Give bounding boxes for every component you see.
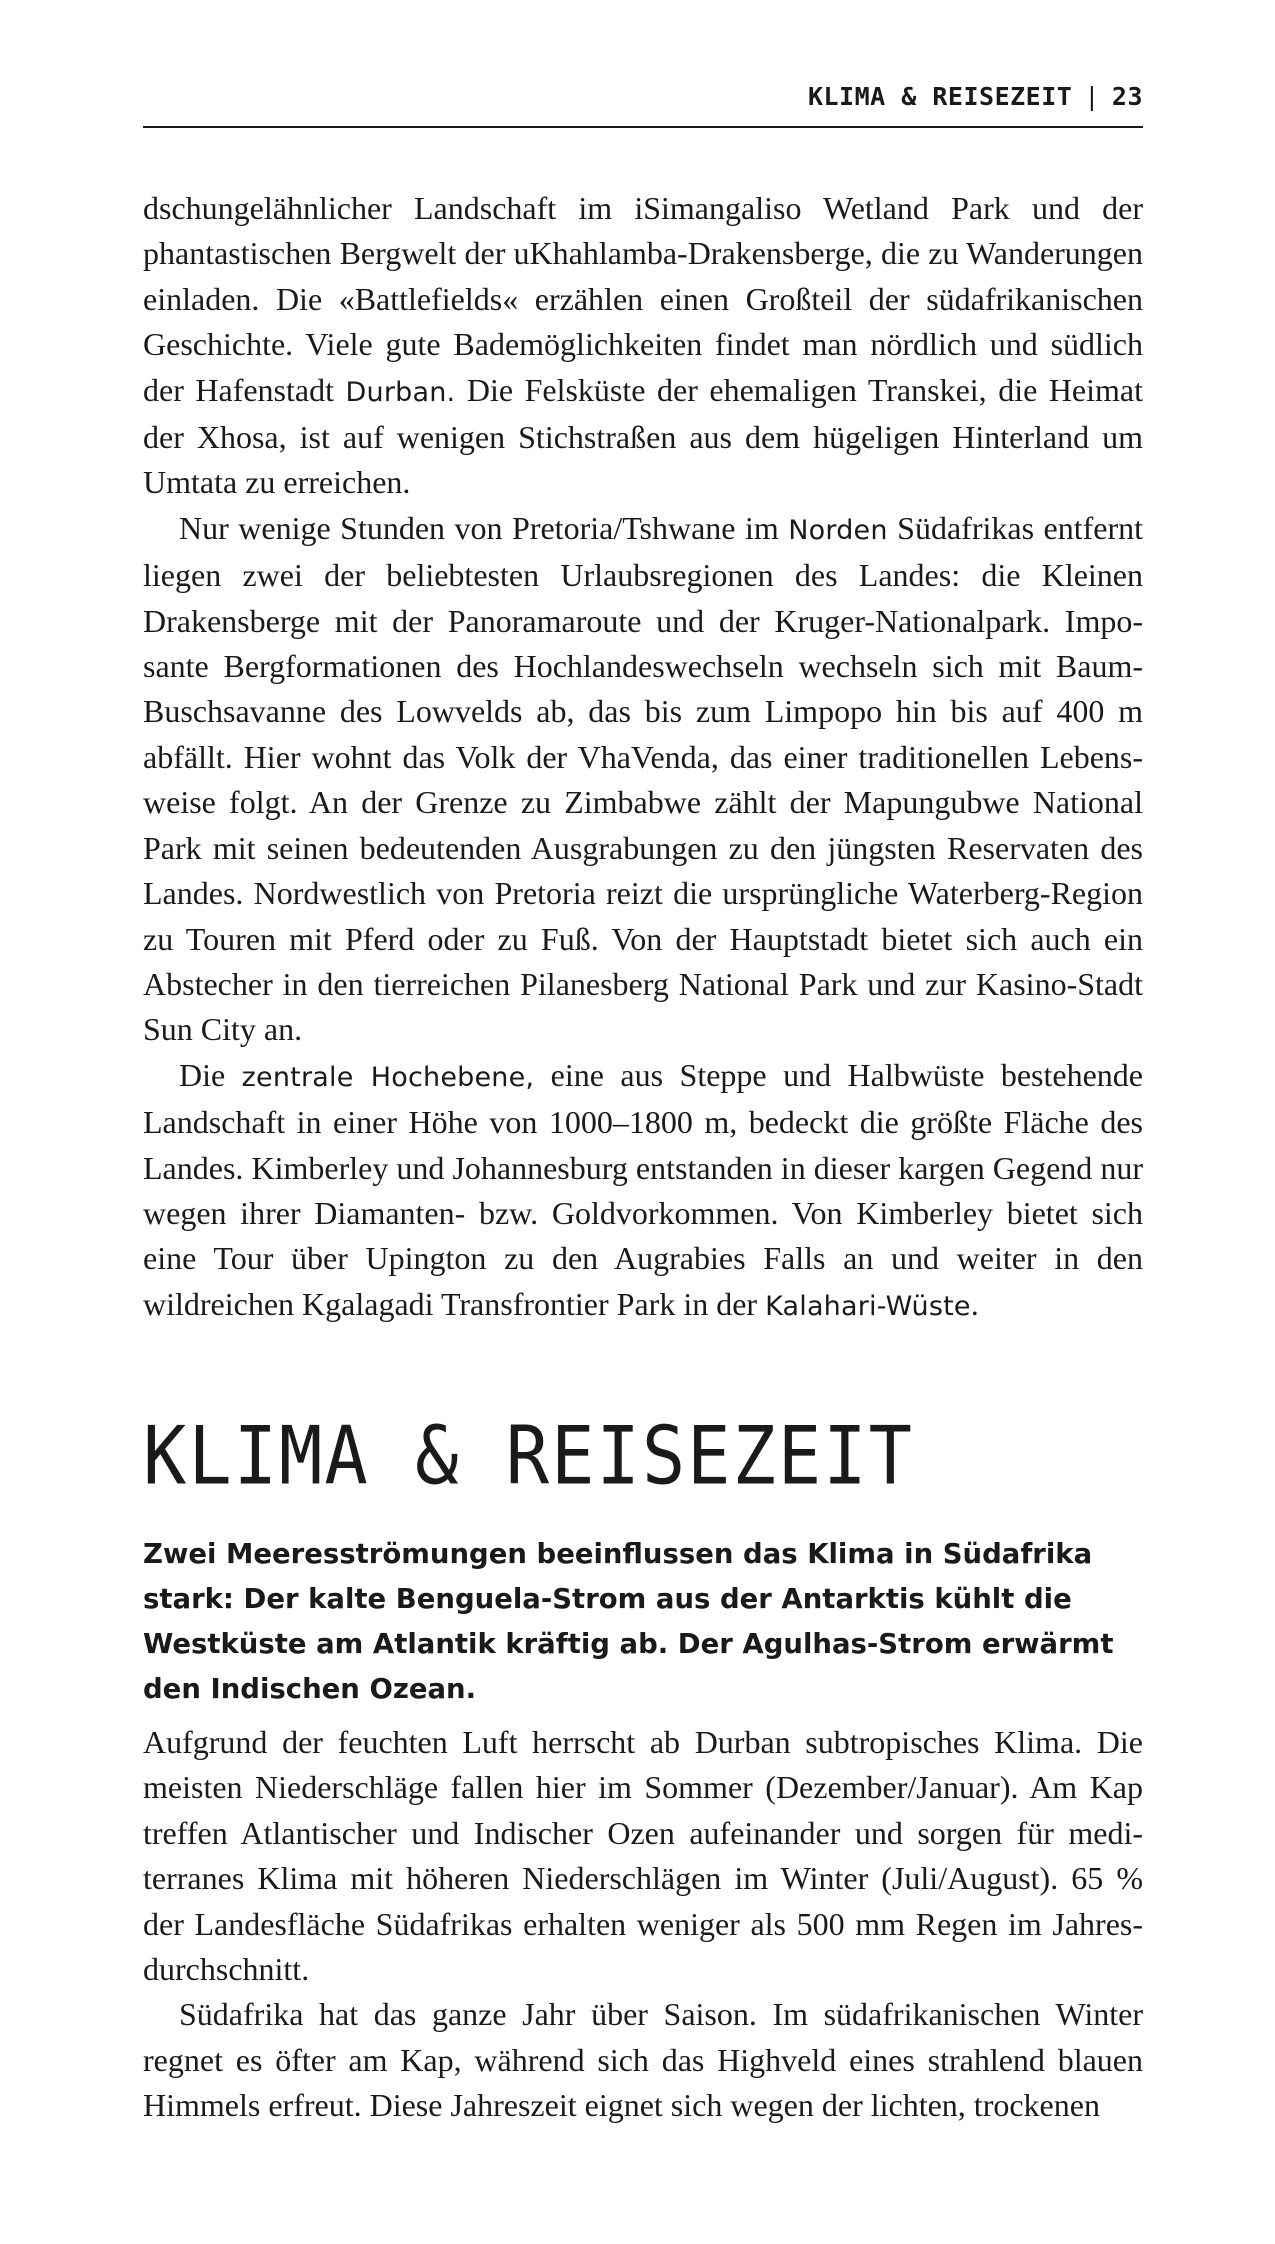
keyword-zentrale-hochebene: zentrale Hochebene, [241,1061,535,1093]
text-run: Die Felsküste der ehemaligen Transkei, die Heimat der Xhosa, ist auf wenigen Stichstraßen aus dem hügeligen Hinterland um Umtata zu erreichen. [143,371,1144,501]
text-run: eine aus Steppe und Halbwüste bestehende Landschaft in einer Höhe von 1000–1800 m, bedeckt die größte Fläche des Landes. Kimberley und Johannesburg entstanden in dieser kargen Gegend nur wegen ihrer Diamanten- bzw. Goldvorkommen. Von Kimberley bietet sich eine Tour über Upington zu den Augrabies Falls an und weiter in den wildreichen Kgalagadi Transfrontier Park in der [143,1056,1144,1322]
paragraph-saison: Südafrika hat das ganze Jahr über Saison. Im südafrikanischen Winter regnet es öfter am Kap, während sich das Highveld eines strahlend blauen Himmels erfreut. Diese Jahreszeit eignet sich wegen der lichten, trockenen [143,1996,1143,2124]
keyword-norden: Norden [788,514,888,546]
paragraph-hochebene [143,1053,1143,1329]
running-head [143,82,1143,128]
paragraph-durban [143,186,1143,506]
chapter-lead: Zwei Meeresströmungen beeinflussen das Klima in Südafrika stark: Der kalte Benguela-Strom aus der Antarktis kühlt die Westküste am Atlantik kräftig ab. Der Agulhas-Strom erwärmt den Indischen Ozean. [143,1538,1114,1705]
text-run: Die [179,1056,242,1093]
chapter-text [143,1720,1143,2129]
keyword-durban: Durban. [345,376,456,408]
paragraph-klima: Aufgrund der feuchten Luft herrscht ab Durban subtropisches Klima. Die meisten Niederschläge fallen hier im Sommer (Dezember/Januar). Am Kap treffen Atlantischer und Indischer Ozen aufeinander und sorgen für mediterranes Klima mit höheren Niederschlägen im Winter (Juli/August). 65 % der Landesfläche Südafrikas erhalten weniger als 500 mm Regen im Jahresdurchschnitt. [143,1724,1143,1988]
text-run: . [970,1285,979,1322]
page-number: 23 [1111,82,1143,111]
text-run: Nur wenige Stunden von Pretoria/Tshwane im [179,509,789,546]
keyword-kalahari: Kalahari-Wüste [765,1290,971,1322]
chapter-title: KLIMA & REISEZEIT [143,1408,914,1503]
intro-text [143,186,1143,1329]
paragraph-norden [143,506,1143,1053]
text-run: dschungelähnlicher Landschaft im iSimangaliso Wetland Park und der phantastischen Bergwelt der uKhahlamba-Drakensberge, die zu Wanderungen einladen. Die «Battlefields« erzählen einen Großteil der südafrikanischen Geschichte. Viele gute Bademöglichkeiten findet man nördlich und südlich der Hafenstadt [143,190,1143,408]
running-head-separator: | [1084,82,1100,111]
text-run: Südafrikas entfernt liegen zwei der beliebtesten Urlaubsregionen des Landes: die Kleinen Drakensberge mit der Panoramaroute und der Kruger-Nationalpark. Imposante Bergformationen des Hochlandeswechseln wechseln sich mit Baum-Buschsavanne des Lowvelds ab, das bis zum Limpopo hin bis auf 400 m abfällt. Hier wohnt das Volk der VhaVenda, das einer traditionellen Lebensweise folgt. An der Grenze zu Zimbabwe zählt der Mapungubwe National Park mit seinen bedeutenden Ausgrabungen zu den jüngsten Reservaten des Landes. Nordwestlich von Pretoria reizt die ursprüngliche Waterberg-Region zu Touren mit Pferd oder zu Fuß. Von der Hauptstadt bietet sich auch ein Abstecher in den tierreichen Pilanesberg National Park und zur Kasino-Stadt Sun City an. [143,509,1144,1048]
running-head-section: KLIMA & REISEZEIT [807,82,1073,111]
